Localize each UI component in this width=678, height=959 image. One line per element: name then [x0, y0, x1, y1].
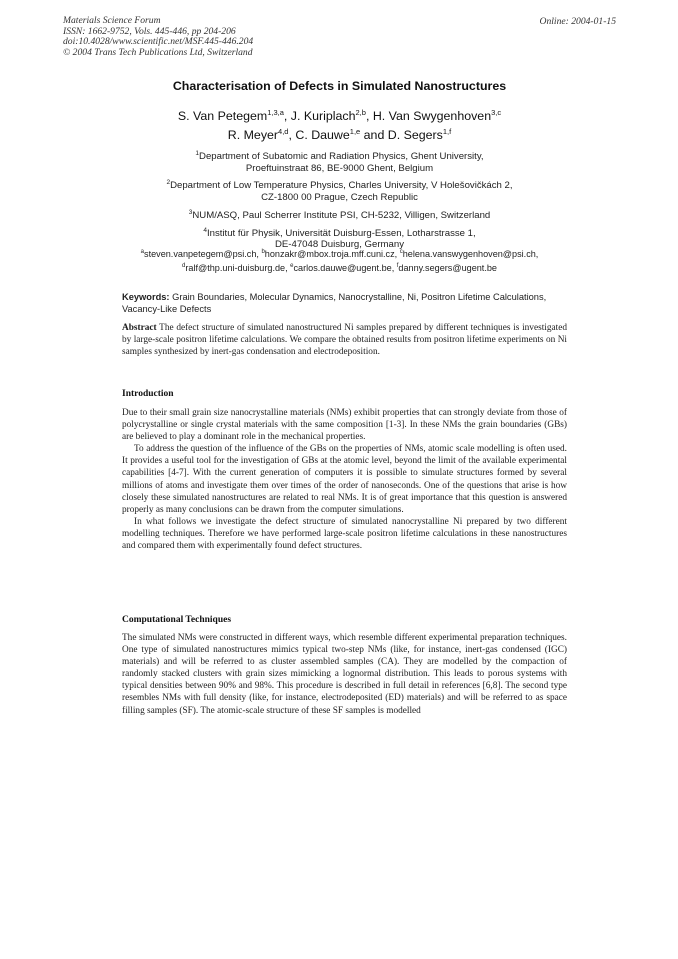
- email-mark: c: [399, 249, 403, 255]
- affiliation-mark: 1: [195, 150, 200, 157]
- doi-line: doi:10.4028/www.scientific.net/MSF.445-446.204: [63, 36, 254, 48]
- author-list: [63, 105, 616, 143]
- email-link[interactable]: steven.vanpetegem@psi.ch,: [144, 249, 262, 260]
- author-line-1: [63, 105, 616, 124]
- affiliation: [63, 177, 616, 203]
- affiliation-mark: 3: [188, 208, 193, 216]
- abstract: [122, 322, 567, 358]
- author-affil-mark: 1,e: [349, 127, 361, 137]
- author-line-2: [63, 124, 616, 143]
- author-affil-mark: 1,f: [442, 127, 452, 137]
- author-affil-mark: 2,b: [355, 108, 366, 117]
- introduction-body: [122, 407, 567, 552]
- computational-body: [122, 632, 567, 717]
- section-heading-introduction: Introduction: [122, 389, 174, 399]
- keywords-label: Keywords:: [122, 292, 170, 302]
- email-mark: a: [140, 249, 145, 255]
- affiliation-mark: 4: [203, 226, 207, 234]
- keywords: [122, 292, 572, 315]
- author-name: R. Meyer: [227, 128, 279, 143]
- paper-title: Characterisation of Defects in Simulated Nanostructures: [172, 79, 507, 93]
- affiliation: [63, 207, 616, 222]
- affiliation: [63, 148, 616, 174]
- email-link[interactable]: honzakr@mbox.troja.mff.cuni.cz,: [264, 249, 400, 260]
- author-name: , H. Van Swygenhoven: [365, 109, 492, 124]
- affiliation-line: Department of Low Temperature Physics, Charles University, V Holešovičkách 2,: [170, 180, 513, 192]
- affiliation-line: Department of Subatomic and Radiation Physics, Ghent University,: [199, 151, 484, 163]
- email-mark: d: [182, 262, 186, 269]
- affiliation-list: [63, 148, 616, 254]
- email-list: [63, 247, 616, 275]
- abstract-label: Abstract: [122, 323, 157, 333]
- author-affil-mark: 4,d: [278, 127, 289, 137]
- affiliation-line: CZ-1800 00 Prague, Czech Republic: [261, 192, 418, 204]
- online-date: Online: 2004-01-15: [539, 16, 616, 27]
- issn-line: ISSN: 1662-9752, Vols. 445-446, pp 204-206: [63, 25, 236, 37]
- journal-header: [63, 16, 423, 58]
- copyright-line: © 2004 Trans Tech Publications Ltd, Switzerland: [63, 46, 253, 58]
- abstract-text: The defect structure of simulated nanostructured Ni samples prepared by different techniques is investigated by large-scale positron lifetime calculations. We compare the obtained results from positron lifetime experiments on Ni samples synthesized by inert-gas condensation and electrodeposition.: [122, 323, 567, 358]
- author-affil-mark: 1,3,a: [267, 108, 284, 117]
- affiliation-line: NUM/ASQ, Paul Scherrer Institute PSI, CH-5232, Villigen, Switzerland: [192, 209, 491, 221]
- keywords-text: Grain Boundaries, Molecular Dynamics, Nanocrystalline, Ni, Positron Lifetime Calculations, Vacancy-Like Defects: [122, 292, 547, 314]
- paragraph: Due to their small grain size nanocrystalline materials (NMs) exhibit properties that can strongly deviate from those of polycrystalline or single crystal materials with the same composition [1-3]. In these NMs the grain boundaries (GBs) are believed to play a dominant role in the mechanical properties.: [122, 408, 567, 443]
- email-mark: f: [396, 262, 399, 269]
- author-name: S. Van Petegem: [177, 109, 268, 124]
- email-link[interactable]: helena.vanswygenhoven@psi.ch,: [402, 249, 539, 260]
- email-mark: b: [261, 249, 265, 255]
- paragraph: In what follows we investigate the defect structure of simulated nanocrystalline Ni prepared by two different modelling techniques. Therefore we have performed large-scale positron lifetime calculations in these nanostructures and compared them with experimentally found defect structures.: [122, 516, 567, 552]
- author-name: and D. Segers: [360, 128, 443, 143]
- email-mark: e: [290, 262, 294, 269]
- email-link[interactable]: carlos.dauwe@ugent.be,: [293, 262, 397, 273]
- affiliation-line: DE-47048 Duisburg, Germany: [274, 239, 405, 251]
- affiliation-line: Proeftuinstraat 86, BE-9000 Ghent, Belgium: [245, 162, 434, 174]
- journal-name: Materials Science Forum: [63, 15, 161, 26]
- affiliation-mark: 2: [166, 179, 171, 187]
- author-name: , C. Dauwe: [288, 128, 350, 143]
- paragraph: To address the question of the influence of the GBs on the properties of NMs, atomic scale modelling is often used. It provides a useful tool for the investigation of GBs at the atomic level, beyond the limit of the available experimental capabilities [4-7]. With the current generation of computers it is possible to simulate structures formed by several millions of atoms and investigate them over times of the order of nanoseconds. One of the questions that arise is how closely these simulated nanostructures are related to real NMs. It is of great importance that this question is answered properly as many conclusions can be drawn from the computer simulations.: [122, 444, 567, 515]
- affiliation-line: Institut für Physik, Universität Duisburg-Essen, Lotharstrasse 1,: [206, 227, 476, 239]
- email-link[interactable]: ralf@thp.uni-duisburg.de,: [185, 262, 291, 273]
- email-link[interactable]: danny.segers@ugent.be: [398, 262, 497, 273]
- author-affil-mark: 3,c: [491, 108, 502, 117]
- author-name: , J. Kuriplach: [283, 109, 356, 124]
- paragraph: The simulated NMs were constructed in different ways, which resemble different experimental preparation techniques. One type of simulated nanostructures mimics typical two-step NMs (like, for instance, inert-gas condensed (IGC) materials) and will be referred to as cluster assembled samples (CA). They are modelled by the compaction of randomly stacked clusters with grain sizes mimicking a lognormal distribution. This leads to porous systems with typical densities between 90% and 98%. This procedure is described in full detail in references [6,8]. The second type resembles NMs with full density (like, for instance, electrodeposited (ED) materials) and will be referred to as space filling samples (SF). The atomic-scale structure of these SF samples is modelled: [122, 633, 567, 716]
- section-heading-computational: Computational Techniques: [122, 615, 232, 625]
